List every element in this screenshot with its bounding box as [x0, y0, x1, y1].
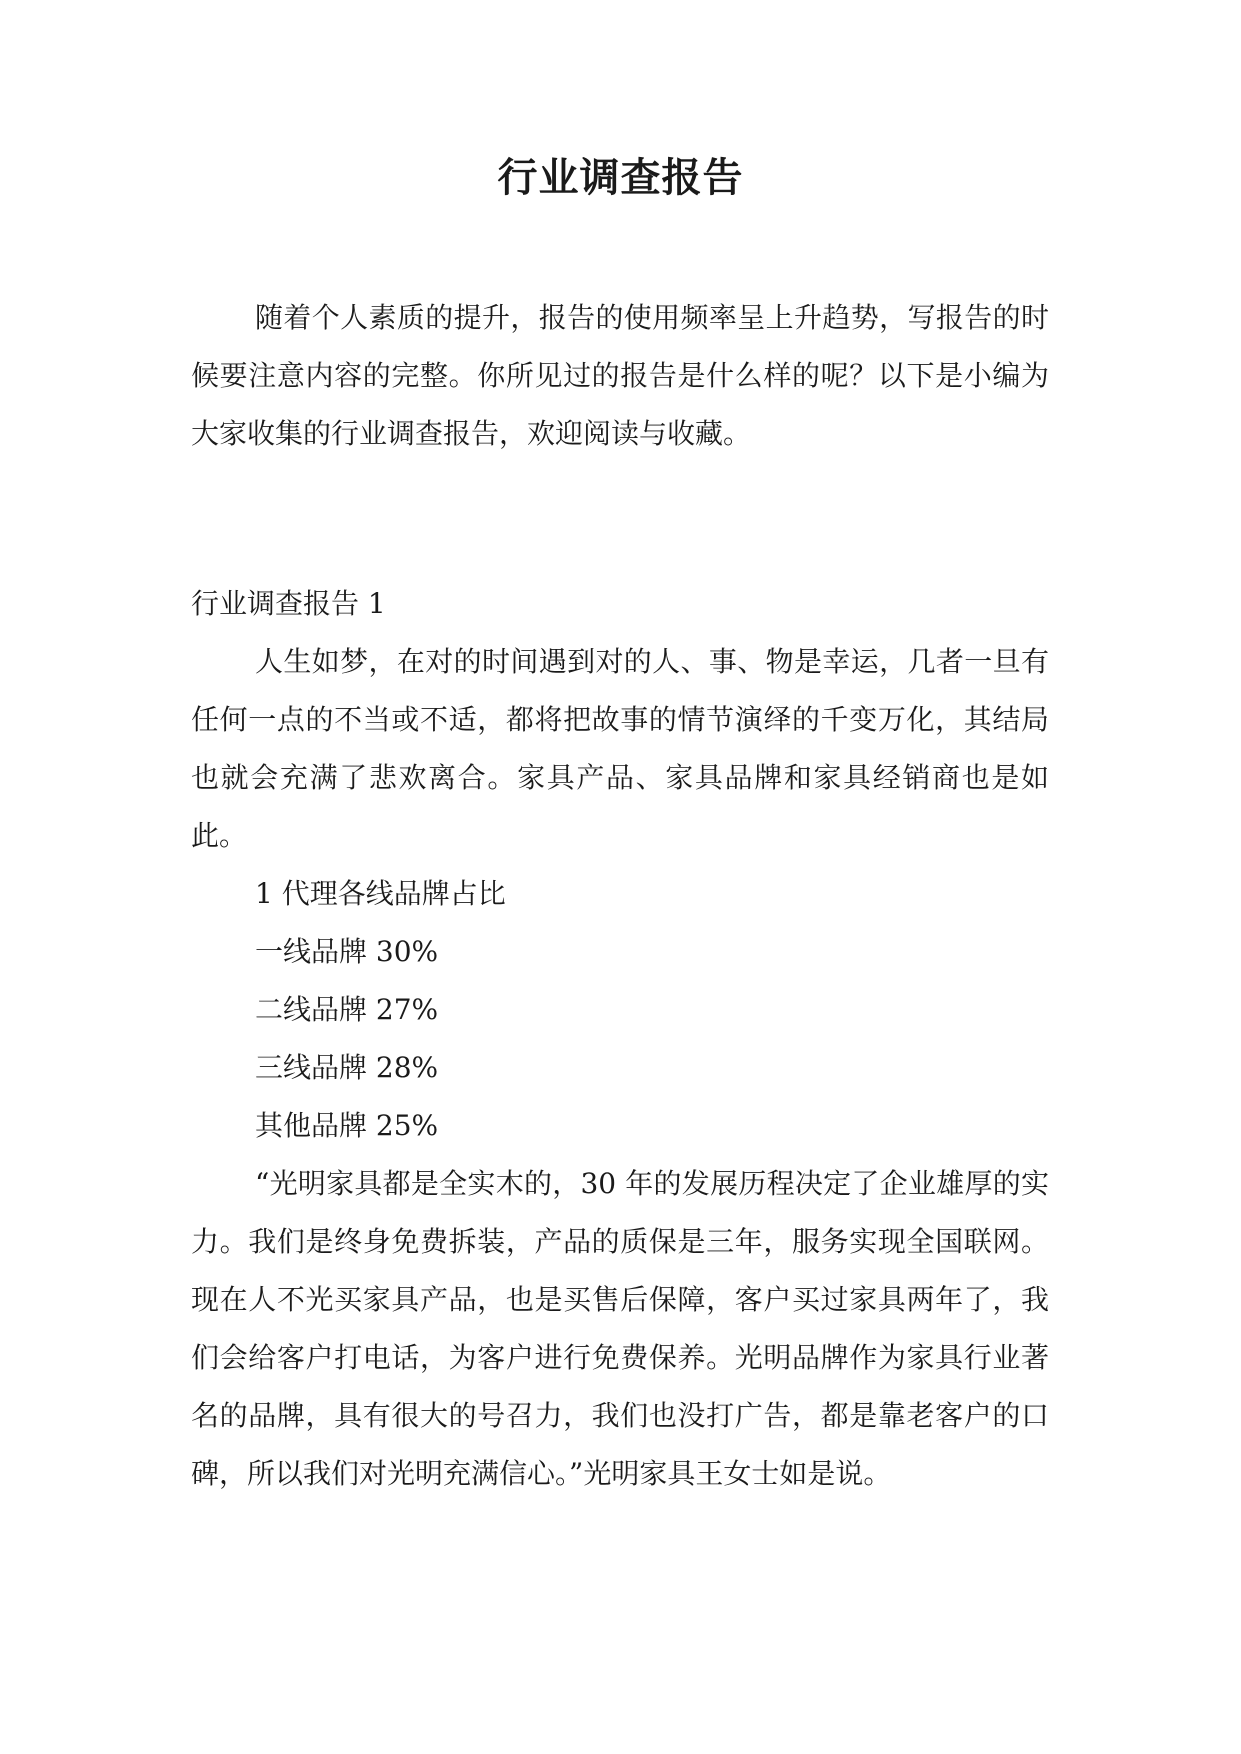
list-item: 二线品牌 27%: [255, 993, 439, 1026]
section-heading: 行业调查报告 1: [191, 587, 386, 620]
quote-paragraph: “光明家具都是全实木的，30 年的发展历程决定了企业雄厚的实力。我们是终身免费拆装，产品的质保是三年，服务实现全国联网。现在人不光买家具产品，也是买售后保障，客户买过家具两年了，我们会给客户打电话，为客户进行免费保养。光明品牌作为家具行业著名的品牌，具有很大的号召力，我们也没打广告，都是靠老客户的口碑，所以我们对光明充满信心。”光明家具王女士如是说。: [191, 1167, 1049, 1490]
list-item: 其他品牌 25%: [255, 1109, 439, 1142]
list-item: 三线品牌 28%: [255, 1051, 439, 1084]
body-paragraph-1: 人生如梦，在对的时间遇到对的人、事、物是幸运，几者一旦有任何一点的不当或不适，都将把故事的情节演绎的千变万化，其结局也就会充满了悲欢离合。家具产品、家具品牌和家具经销商也是如此。: [191, 645, 1049, 852]
document-title: 行业调查报告: [497, 154, 744, 201]
list-item: 1 代理各线品牌占比: [255, 877, 506, 910]
brand-share-list: [255, 865, 1049, 1155]
intro-paragraph: 随着个人素质的提升，报告的使用频率呈上升趋势，写报告的时候要注意内容的完整。你所见过的报告是什么样的呢？以下是小编为大家收集的行业调查报告，欢迎阅读与收藏。: [191, 301, 1049, 450]
list-item: 一线品牌 30%: [255, 935, 439, 968]
